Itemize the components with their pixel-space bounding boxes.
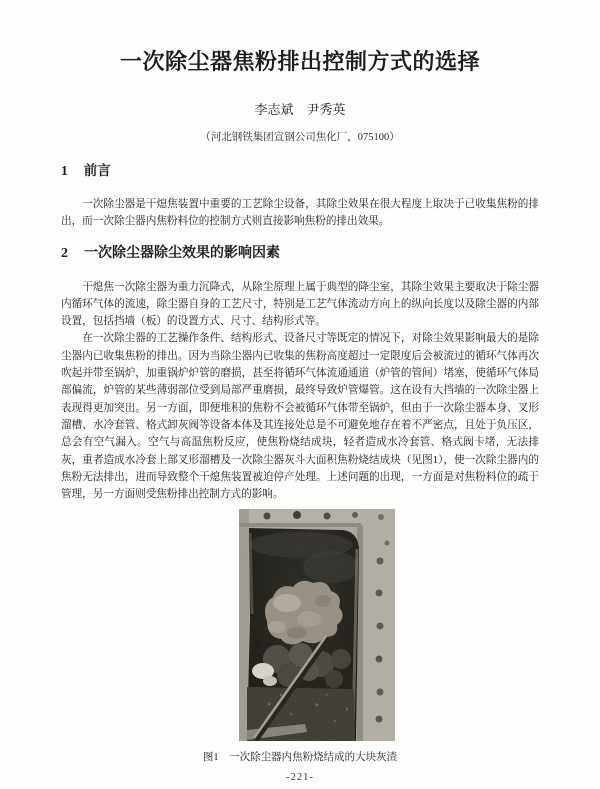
affiliation: （河北钢铁集团宣钢公司焦化厂，075100）	[200, 132, 400, 143]
section-1-heading	[61, 163, 539, 179]
paper-title: 一次除尘器焦粉排出控制方式的选择	[119, 48, 480, 74]
section-2-heading	[61, 245, 539, 263]
page-number: -221-	[286, 772, 314, 783]
section-2-paragraph-1: 干熄焦一次除尘器为重力沉降式，从除尘原理上属于典型的降尘室，其除尘效果主要取决于除尘器内循环气体的流速，除尘器自身的工艺尺寸，特别是工艺气体流动方向上的纵向长度以及除尘器的内部设置，包括挡墙（板）的设置方式、尺寸、结构形式等。	[61, 281, 539, 328]
section-1-title: 前言	[83, 163, 111, 178]
figure-1	[239, 509, 395, 741]
body-content	[61, 163, 539, 503]
section-2-number: 2	[61, 245, 68, 261]
section-2-title: 一次除尘器除尘效果的影响因素	[84, 245, 280, 261]
section-1-number: 1	[61, 163, 68, 178]
authors: 李志斌 尹秀英	[254, 102, 346, 117]
figure-1-caption: 图1 一次除尘器内焦粉烧结成的大块灰渣	[202, 752, 398, 763]
figure-1-photo	[239, 509, 395, 741]
section-1-paragraph-1: 一次除尘器是干熄焦装置中重要的工艺除尘设备，其除尘效果在很大程度上取决于已收集焦粉的排出，而一次除尘器内焦粉料位的控制方式则直接影响焦粉的排出效果。	[61, 199, 539, 228]
section-2-paragraph-2: 在一次除尘器的工艺操作条件、结构形式、设备尺寸等既定的情况下，对除尘效果影响最大的是除尘器内已收集焦粉的排出。因为当除尘器内已收集的焦粉高度超过一定限度后会被流过的循环气体再次吹起并带至锅炉，加重锅炉炉管的磨损，甚至将循环气体流通通道（炉管的管间）堵塞，使循环气体局部偏流，炉管的某些薄弱部位受到局部严重磨损，最终导致炉管爆管。这在设有大挡墙的一次除尘器上表现得更加突出。另一方面，即便堆积的焦粉不会被循环气体带至锅炉，但由于一次除尘器本身、叉形溜槽、水冷套管、格式卸灰阀等设备本体及其连接处总是不可避免地存在着不严密点，且处于负压区，总会有空气漏入。空气与高温焦粉反应，使焦粉烧结成块，轻者造成水冷套管、格式阀卡堵，无法排灰，重者造成水冷套上部叉形溜槽及一次除尘器灰斗大面积焦粉烧结成块（见图1），使一次除尘器内的焦粉无法排出，进而导致整个干熄焦装置被迫停产处理。上述问题的出现，一方面是对焦粉料位的疏于管理，另一方面则受焦粉排出控制方式的影响。	[61, 333, 539, 501]
